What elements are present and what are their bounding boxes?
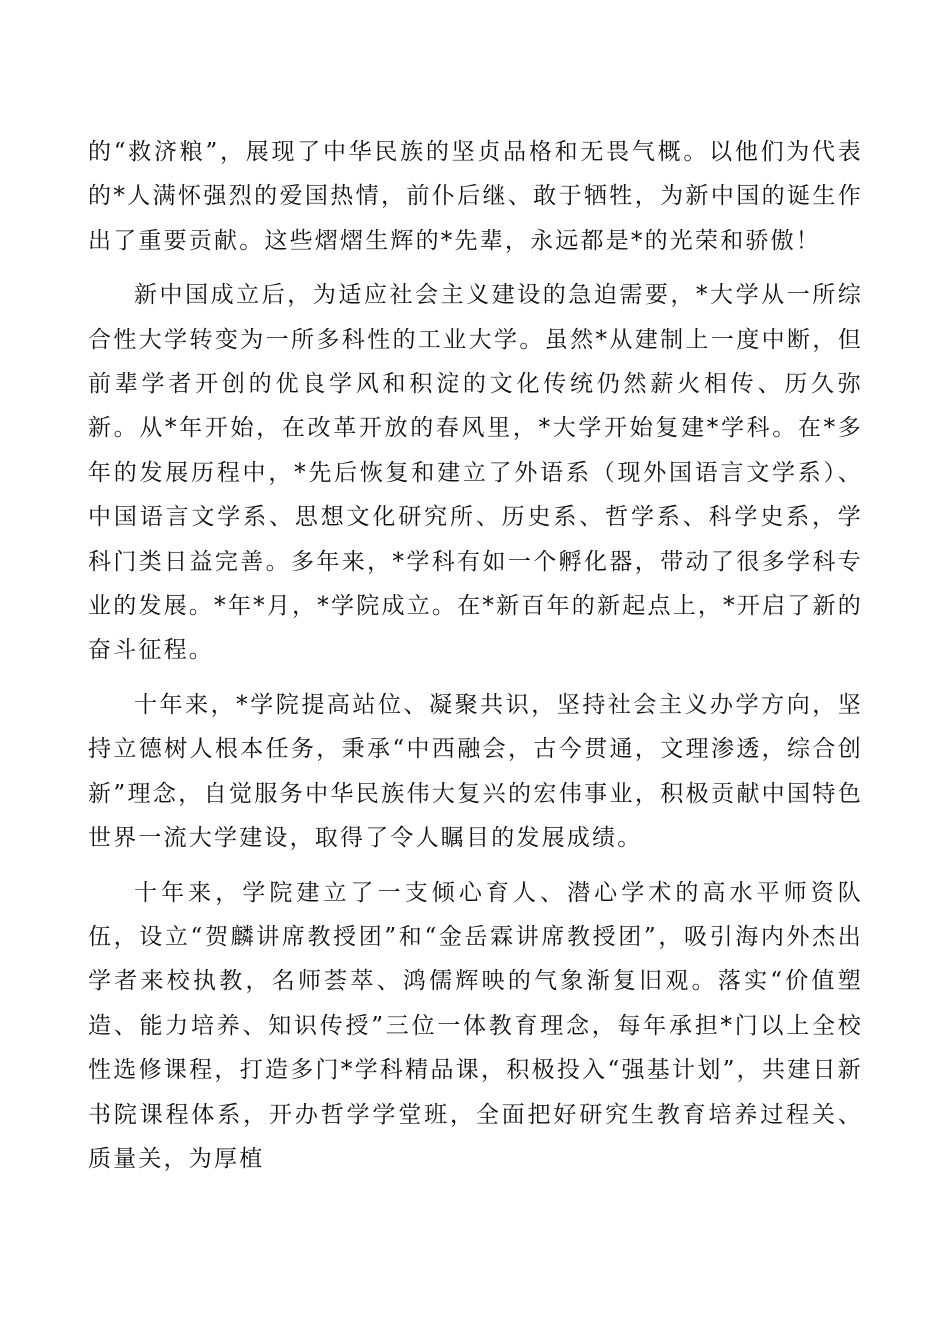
paragraph-3: 十年来，*学院提高站位、凝聚共识，坚持社会主义办学方向，坚持立德树人根本任务，秉承“中西融会，古今贯通，文理渗透，综合创新”理念，自觉服务中华民族伟大复兴的宏伟事业，积极贡献中国特色世界一流大学建设，取得了令人瞩目的发展成绩。 [88,691,863,852]
document-body [88,130,863,1181]
paragraph-2: 新中国成立后，为适应社会主义建设的急迫需要，*大学从一所综合性大学转变为一所多科性的工业大学。虽然*从建制上一度中断，但前辈学者开创的优良学风和积淀的文化传统仍然薪火相传、历久弥新。从*年开始，在改革开放的春风里，*大学开始复建*学科。在*多年的发展历程中，*先后恢复和建立了外语系（现外国语言文学系）、中国语言文学系、思想文化研究所、历史系、哲学系、科学史系，学科门类日益完善。多年来，*学科有如一个孵化器，带动了很多学科专业的发展。*年*月，*学院成立。在*新百年的新起点上，*开启了新的奋斗征程。 [88,282,863,664]
paragraph-4: 十年来，学院建立了一支倾心育人、潜心学术的高水平师资队伍，设立“贺麟讲席教授团”和“金岳霖讲席教授团”，吸引海内外杰出学者来校执教，名师荟萃、鸿儒辉映的气象渐复旧观。落实“价值塑造、能力培养、知识传授”三位一体教育理念，每年承担*门以上全校性选修课程，打造多门*学科精品课，积极投入“强基计划”，共建日新书院课程体系，开办哲学学堂班，全面把好研究生教育培养过程关、质量关，为厚植 [88,879,863,1172]
paragraph-1: 的“救济粮”，展现了中华民族的坚贞品格和无畏气概。以他们为代表的*人满怀强烈的爱国热情，前仆后继、敢于牺牲，为新中国的诞生作出了重要贡献。这些熠熠生辉的*先辈，永远都是*的光荣和骄傲！ [88,139,863,254]
